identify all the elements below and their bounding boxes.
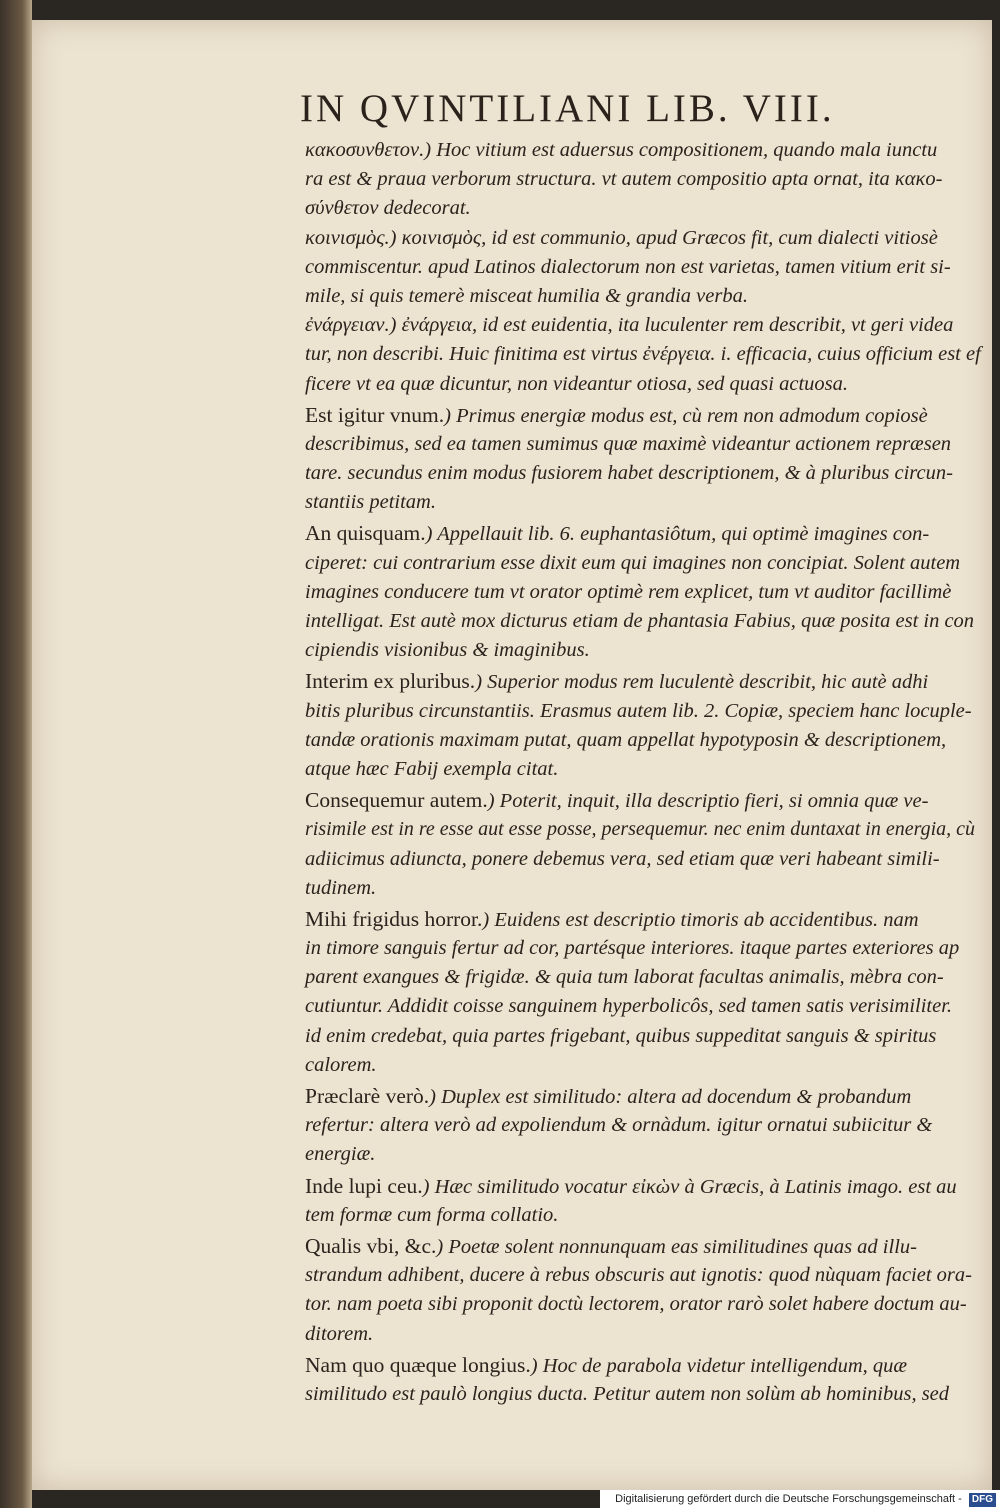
line-text: κοινισμὸς.) κοινισμὸς, id est communio, apud Græcos fit, cum dialecti vitiosè — [305, 226, 938, 249]
text-line — [305, 370, 985, 399]
text-line — [305, 607, 985, 636]
line-text: commiscentur. apud Latinos dialectorum non est varietas, tamen vitium erit si- — [305, 255, 951, 278]
text-line — [305, 992, 985, 1021]
line-text: risimile est in re esse aut esse posse, persequemur. nec enim duntaxat in energia, cù — [305, 818, 976, 841]
line-text: ) Primus energiæ modus est, cù rem non admodum copiosè — [444, 404, 928, 427]
text-line — [305, 194, 985, 223]
line-text: tem formæ cum forma collatio. — [305, 1203, 559, 1226]
line-text: calorem. — [305, 1053, 377, 1076]
line-text: tor. nam poeta sibi proponit doctù lectorem, orator rarò solet habere doctum au- — [305, 1293, 967, 1316]
line-text: κακοσυνθετον.) Hoc vitium est aduersus compositionem, quando mala iunctu — [305, 139, 938, 161]
text-line — [305, 459, 985, 488]
text-line — [305, 253, 985, 282]
text-line — [305, 1111, 985, 1140]
line-text: ditorem. — [305, 1322, 374, 1345]
text-line — [305, 224, 985, 253]
text-line — [305, 401, 985, 430]
text-line — [305, 340, 985, 369]
text-line — [305, 934, 985, 963]
text-line — [305, 1320, 985, 1349]
footer-credit-text: Digitalisierung gefördert durch die Deutsche Forschungsgemeinschaft - — [615, 1493, 962, 1505]
line-text: ciperet: cui contrarium esse dixit eum qui imagines non concipiat. Solent autem — [305, 551, 961, 574]
lemma: Consequemur autem. — [305, 788, 488, 813]
text-line — [305, 845, 985, 874]
text-line — [305, 636, 985, 665]
line-text: adiicimus adiuncta, ponere debemus vera, sed etiam quæ veri habeant simili- — [305, 847, 940, 870]
book-spine-edge — [0, 0, 32, 1508]
line-text: ) Duplex est similitudo: altera ad docendum & probandum — [429, 1086, 912, 1108]
text-line — [305, 1140, 985, 1169]
line-text: σύνθετον dedecorat. — [305, 197, 471, 220]
text-line — [305, 578, 985, 607]
digitization-credit-footer — [600, 1490, 1000, 1508]
line-text: intelligat. Est autè mox dicturus etiam de phantasia Fabius, quæ posita est in con — [305, 610, 975, 632]
line-text: tudinem. — [305, 876, 377, 899]
line-text: tare. secundus enim modus fusiorem habet descriptionem, & à pluribus circun- — [305, 462, 953, 485]
line-text: tandæ orationis maximam putat, quam appellat hypotyposin & descriptionem, — [305, 728, 947, 751]
text-line — [305, 311, 985, 340]
lemma: Præclarè verò. — [305, 1084, 430, 1108]
line-text: ficere vt ea quæ dicuntur, non videantur otiosa, sed quasi actuosa. — [305, 372, 848, 395]
line-text: ) Hoc de parabola videtur intelligendum, quæ — [530, 1354, 908, 1377]
line-text: cutiuntur. Addidit coisse sanguinem hyperbolicôs, sed tamen satis verisimiliter. — [305, 995, 953, 1018]
text-line — [305, 963, 985, 992]
text-line — [305, 697, 985, 726]
text-line — [305, 1022, 985, 1051]
text-line — [305, 282, 985, 311]
text-line — [305, 1232, 985, 1261]
line-text: ) Poetæ solent nonnunquam eas similitudines quas ad illu- — [436, 1235, 917, 1258]
text-line — [305, 1261, 985, 1290]
line-text: ) Superior modus rem luculentè describit, hic autè adhi — [475, 671, 929, 694]
text-line — [305, 165, 985, 194]
line-text: ἐνάργειαν.) ἐνάργεια, id est euidentia, ita luculenter rem describit, vt geri videa — [305, 314, 954, 337]
text-line — [305, 905, 985, 934]
commentary-text — [305, 136, 985, 1409]
text-line — [305, 430, 985, 459]
line-text: stantiis petitam. — [305, 491, 436, 514]
lemma: Interim ex pluribus. — [305, 669, 476, 694]
line-text: similitudo est paulò longius ducta. Petitur autem non solùm ab hominibus, sed — [305, 1382, 950, 1405]
text-line — [305, 786, 985, 815]
text-line — [305, 1201, 985, 1230]
text-line — [305, 667, 985, 696]
line-text: parent exangues & frigidæ. & quia tum laborat facultas animalis, mèbra con- — [305, 966, 944, 989]
lemma: An quisquam. — [305, 521, 426, 546]
lemma: Mihi frigidus horror. — [305, 906, 483, 931]
lemma: Qualis vbi, &c. — [305, 1233, 437, 1258]
line-text: ) Euidens est descriptio timoris ab accidentibus. nam — [482, 908, 919, 931]
text-line — [305, 815, 985, 844]
text-line — [305, 136, 985, 165]
line-text: tur, non describi. Huic finitima est virtus ἐνέργεια. i. efficacia, cuius officium est ef — [305, 343, 981, 366]
text-line — [305, 726, 985, 755]
text-line — [305, 874, 985, 903]
line-text: describimus, sed ea tamen sumimus quæ maximè videantur actionem repræsen — [305, 432, 952, 455]
line-text: in timore sanguis fertur ad cor, partésque interiores. itaque partes exteriores ap — [305, 937, 960, 960]
line-text: atque hæc Fabij exempla citat. — [305, 757, 559, 780]
line-text: energiæ. — [305, 1143, 376, 1166]
line-text: mile, si quis temerè misceat humilia & grandia verba. — [305, 284, 748, 307]
text-line — [305, 1172, 985, 1201]
dfg-logo-icon: DFG — [969, 1493, 996, 1507]
line-text: ) Poterit, inquit, illa descriptio fieri, si omnia quæ ve- — [487, 790, 929, 813]
line-text: ) Appellauit lib. 6. euphantasiôtum, qui optimè imagines con- — [425, 523, 930, 546]
running-head: IN QVINTILIANI LIB. VIII. — [300, 87, 835, 130]
text-line — [305, 1082, 985, 1111]
text-line — [305, 1051, 985, 1080]
line-text: imagines conducere tum vt orator optimè rem explicet, tum vt auditor facillimè — [305, 580, 952, 603]
line-text: cipiendis visionibus & imaginibus. — [305, 639, 590, 662]
text-line — [305, 488, 985, 517]
line-text: id enim credebat, quia partes frigebant, quibus suppeditat sanguis & spiritus — [305, 1024, 937, 1047]
lemma: Inde lupi ceu. — [305, 1173, 423, 1198]
text-line — [305, 1290, 985, 1319]
lemma: Nam quo quæque longius. — [305, 1352, 531, 1377]
line-text: ra est & praua verborum structura. vt autem compositio apta ornat, ita κακο- — [305, 168, 943, 191]
text-line — [305, 755, 985, 784]
text-line — [305, 519, 985, 548]
lemma: Est igitur vnum. — [305, 402, 445, 427]
text-line — [305, 1351, 985, 1380]
text-line — [305, 549, 985, 578]
line-text: refertur: altera verò ad expoliendum & ornàdum. igitur ornatui subiicitur & — [305, 1114, 933, 1137]
line-text: bitis pluribus circunstantiis. Erasmus autem lib. 2. Copiæ, speciem hanc locuple- — [305, 699, 972, 722]
line-text: strandum adhibent, ducere à rebus obscuris aut ignotis: quod nùquam faciet ora- — [305, 1264, 972, 1287]
line-text: ) Hæc similitudo vocatur εἰκὼν à Græcis, à Latinis imago. est au — [422, 1175, 957, 1198]
text-line — [305, 1380, 985, 1409]
